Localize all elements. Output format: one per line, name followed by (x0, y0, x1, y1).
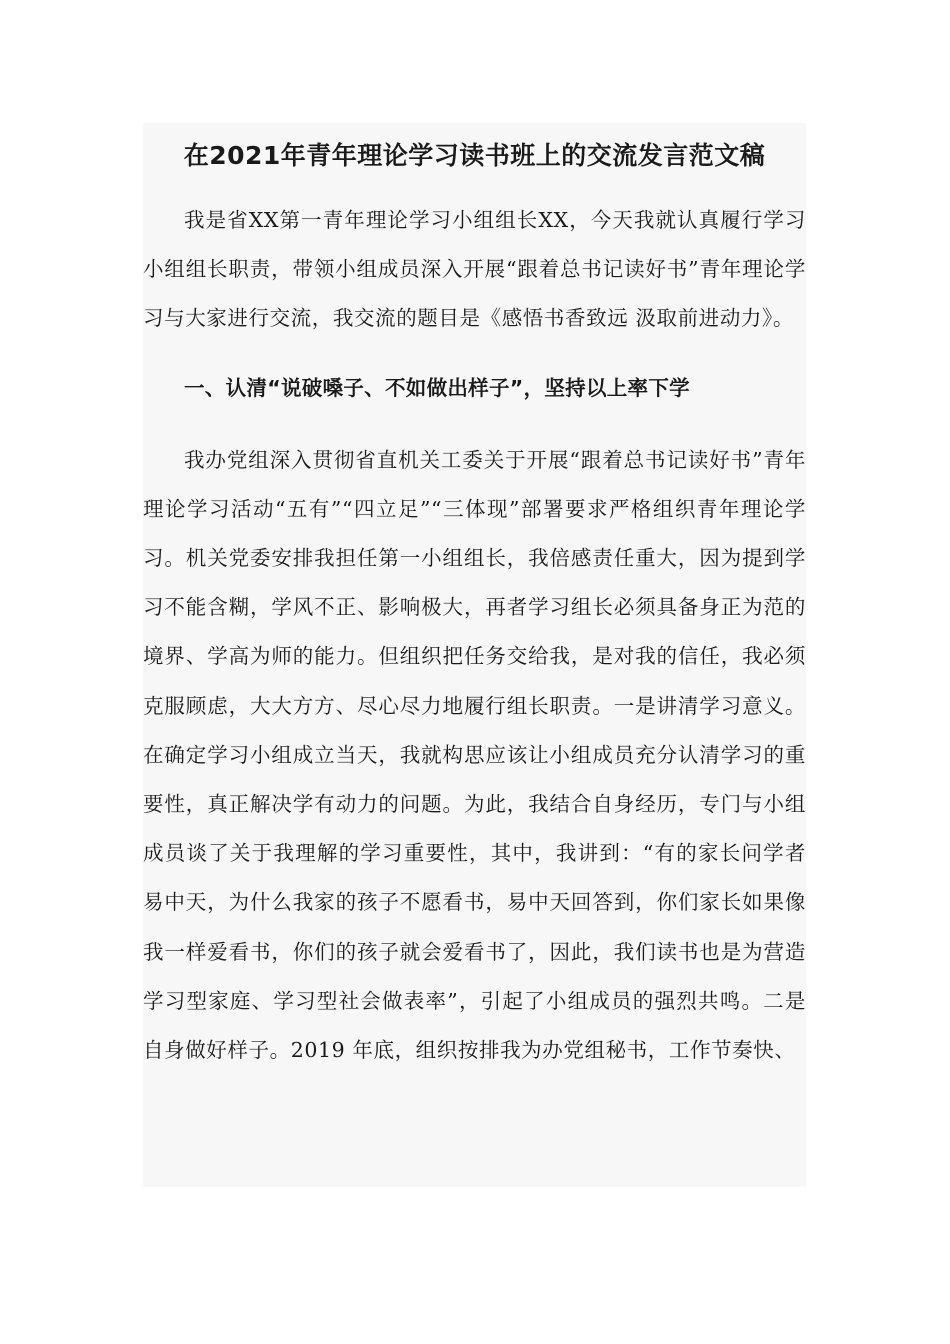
intro-paragraph: 我是省XX第一青年理论学习小组组长XX，今天我就认真履行学习小组组长职责，带领小组成员深入开展“跟着总书记读好书”青年理论学习与大家进行交流，我交流的题目是《感悟书香致远 汲取前进动力》。 (143, 208, 806, 331)
section-heading: 一、认清“说破嗓子、不如做出样子”，坚持以上率下学 (184, 375, 690, 400)
body-paragraph: 我办党组深入贯彻省直机关工委关于开展“跟着总书记读好书”青年理论学习活动“五有”“四立足”“三体现”部署要求严格组织青年理论学习。机关党委安排我担任第一小组组长，我倍感责任重大，因为提到学习不能含糊，学风不正、影响极大，再者学习组长必须具备身正为范的境界、学高为师的能力。但组织把任务交给我，是对我的信任，我必须克服顾虑，大大方方、尽心尽力地履行组长职责。一是讲清学习意义。在确定学习小组成立当天，我就构思应该让小组成员充分认清学习的重要性，真正解决学有动力的问题。为此，我结合自身经历，专门与小组成员谈了关于我理解的学习重要性，其中，我讲到：“有的家长问学者易中天，为什么我家的孩子不愿看书，易中天回答到，你们家长如果像我一样爱看书，你们的孩子就会爱看书了，因此，我们读书也是为营造学习型家庭、学习型社会做表率”，引起了小组成员的强烈共鸣。二是自身做好样子。2019 年底，组织按排我为办党组秘书，工作节奏快、 (143, 447, 806, 1063)
document-page (143, 123, 806, 1187)
document-title: 在2021年青年理论学习读书班上的交流发言范文稿 (183, 141, 766, 170)
